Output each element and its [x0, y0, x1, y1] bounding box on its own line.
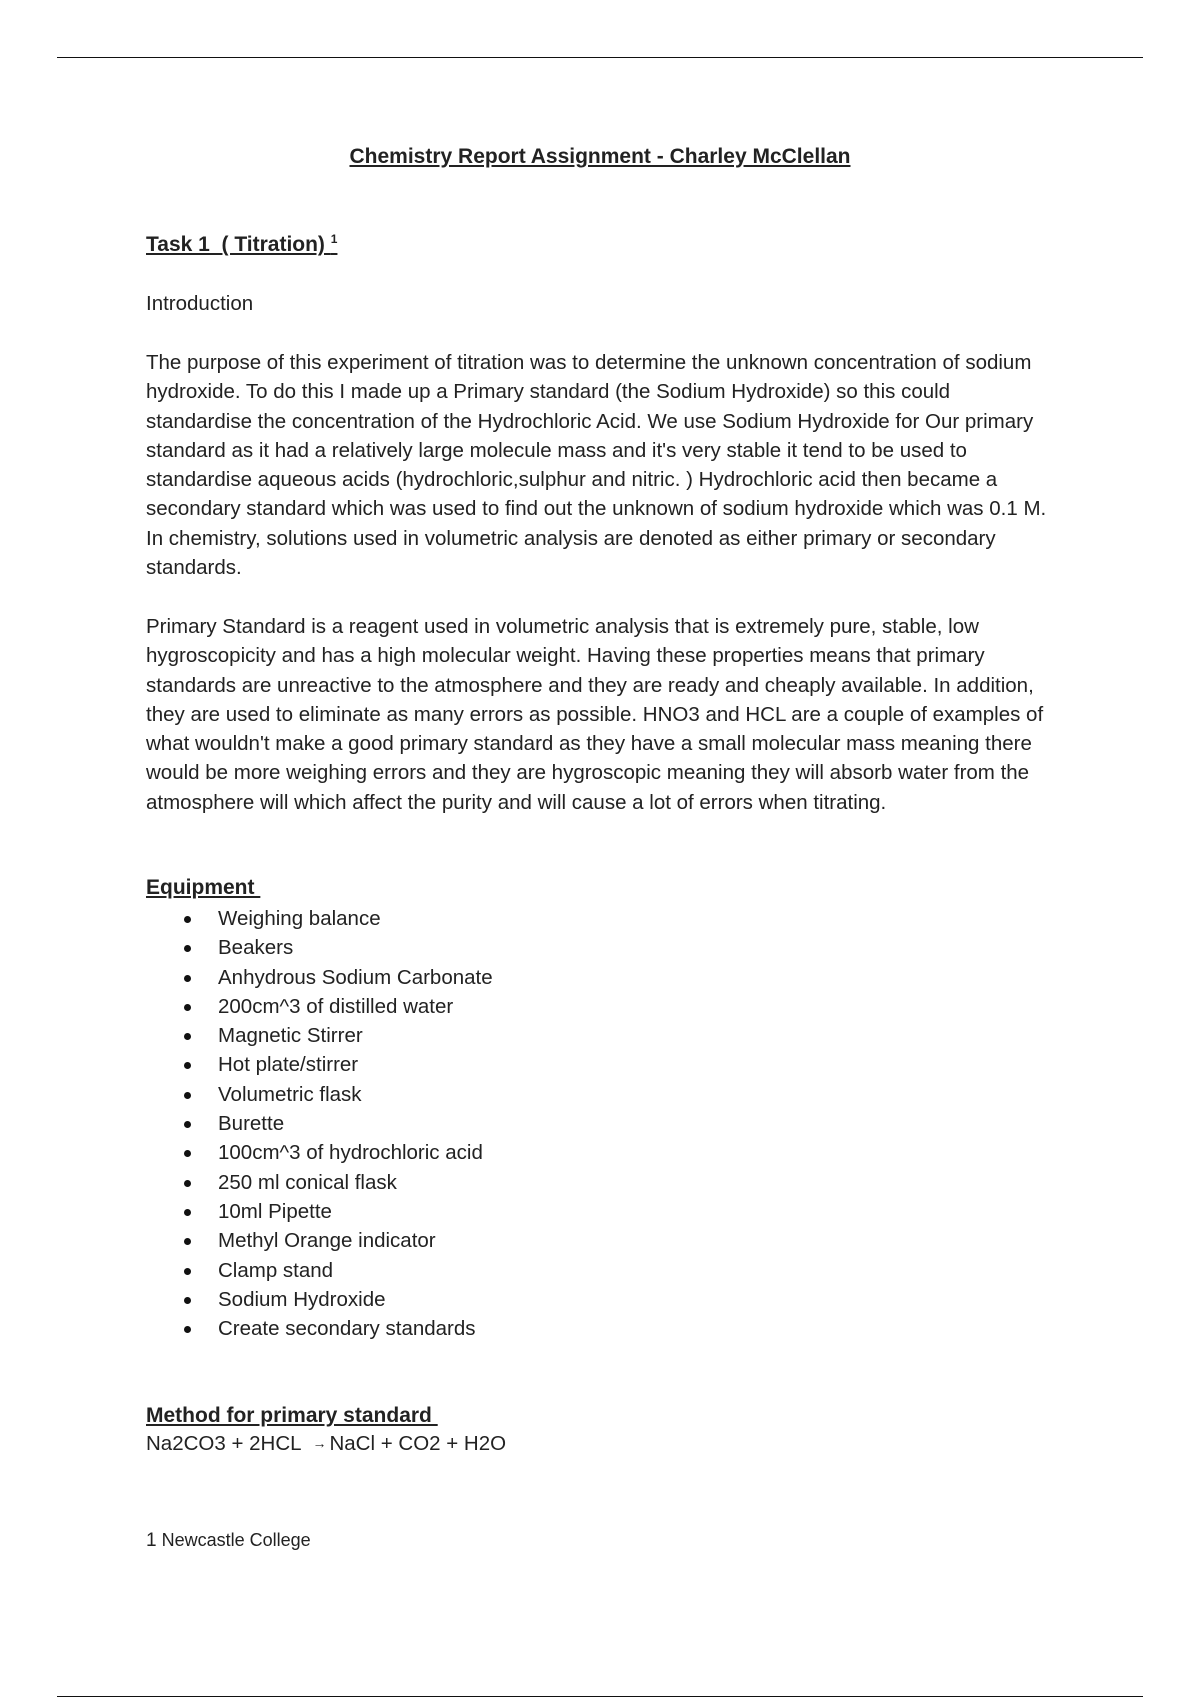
- list-item: [146, 1138, 493, 1167]
- footnote-text: Newcastle College: [156, 1530, 311, 1550]
- method-heading: Method for primary standard: [146, 1404, 438, 1427]
- list-item-text: Burette: [218, 1112, 285, 1136]
- list-item: [146, 1168, 493, 1197]
- equipment-list: [146, 904, 493, 1343]
- chemical-equation: [146, 1432, 506, 1456]
- bullet-icon: [184, 945, 191, 952]
- list-item: [146, 963, 493, 992]
- footnote-number: 1: [146, 1530, 157, 1551]
- list-item: [146, 1256, 493, 1285]
- list-item-text: 200cm^3 of distilled water: [218, 994, 454, 1018]
- bullet-icon: [184, 975, 191, 982]
- list-item: [146, 1197, 493, 1226]
- list-item: [146, 1021, 493, 1050]
- list-item: [146, 992, 493, 1021]
- intro-paragraph: The purpose of this experiment of titration was to determine the unknown concentration of sodium hydroxide. To do this I made up a Primary standard (the Sodium Hydroxide) so this could standardise the concentration of the Hydrochloric Acid. We use Sodium Hydroxide for Our primary standard as it had a relatively large molecule mass and it's very stable it tend to be used to standardise aqueous acids (hydrochloric,sulphur and nitric. ) Hydrochloric acid then became a secondary standard which was used to find out the unknown of sodium hydroxide which was 0.1 M. In chemistry, solutions used in volumetric analysis are denoted as either primary or secondary standards.: [146, 351, 1047, 580]
- list-item: [146, 1050, 493, 1079]
- bullet-icon: [184, 1092, 191, 1099]
- list-item-text: Magnetic Stirrer: [218, 1024, 363, 1048]
- task-heading-text: Task 1 ( Titration): [146, 233, 331, 256]
- bullet-icon: [184, 1033, 191, 1040]
- bottom-rule: [57, 1696, 1143, 1697]
- equation-reactants: Na2CO3 + 2HCL: [146, 1432, 307, 1455]
- bullet-icon: [184, 1150, 191, 1157]
- bullet-icon: [184, 1209, 191, 1216]
- list-item: [146, 1109, 493, 1138]
- arrow-right-icon: →: [312, 1435, 327, 1451]
- footnote: [146, 1530, 311, 1552]
- list-item: [146, 1080, 493, 1109]
- bullet-icon: [184, 1180, 191, 1187]
- bullet-icon: [184, 1326, 191, 1333]
- bullet-icon: [184, 1004, 191, 1011]
- bullet-icon: [184, 1121, 191, 1128]
- list-item: [146, 1226, 493, 1255]
- list-item-text: Create secondary standards: [218, 1317, 476, 1341]
- bullet-icon: [184, 916, 191, 923]
- bullet-icon: [184, 1268, 191, 1275]
- bullet-icon: [184, 1297, 191, 1304]
- list-item-text: Volumetric flask: [218, 1082, 362, 1106]
- list-item-text: 250 ml conical flask: [218, 1170, 397, 1194]
- bullet-icon: [184, 1062, 191, 1069]
- primary-standard-paragraph: Primary Standard is a reagent used in volumetric analysis that is extremely pure, stable, low hygroscopicity and has a high molecular weight. Having these properties means that primary standards are unreactive to the atmosphere and they are ready and cheaply available. In addition, they are used to eliminate as many errors as possible. HNO3 and HCL are a couple of examples of what wouldn't make a good primary standard as they have a small molecular mass meaning there would be more weighing errors and they are hygroscopic meaning they will absorb water from the atmosphere will which affect the purity and will cause a lot of errors when titrating.: [146, 615, 1044, 814]
- list-item-text: Weighing balance: [218, 907, 381, 930]
- page-title: Chemistry Report Assignment - Charley McClellan: [349, 145, 851, 168]
- bullet-icon: [184, 1238, 191, 1245]
- list-item-text: 100cm^3 of hydrochloric acid: [218, 1141, 483, 1165]
- list-item-text: Sodium Hydroxide: [218, 1287, 386, 1311]
- list-item-text: Hot plate/stirrer: [218, 1053, 359, 1077]
- list-item-text: Anhydrous Sodium Carbonate: [218, 965, 493, 989]
- top-rule: [57, 57, 1143, 58]
- list-item: [146, 1285, 493, 1314]
- introduction-label: Introduction: [146, 292, 254, 315]
- task-heading: [146, 232, 337, 257]
- list-item: [146, 904, 493, 933]
- list-item: [146, 1314, 493, 1343]
- list-item-text: Clamp stand: [218, 1258, 334, 1282]
- equipment-heading: Equipment: [146, 876, 261, 899]
- list-item-text: Methyl Orange indicator: [218, 1229, 436, 1253]
- equation-products: NaCl + CO2 + H2O: [329, 1432, 507, 1455]
- list-item-text: 10ml Pipette: [218, 1199, 332, 1223]
- list-item-text: Beakers: [218, 936, 294, 960]
- list-item: [146, 933, 493, 962]
- footnote-reference: 1: [330, 232, 338, 246]
